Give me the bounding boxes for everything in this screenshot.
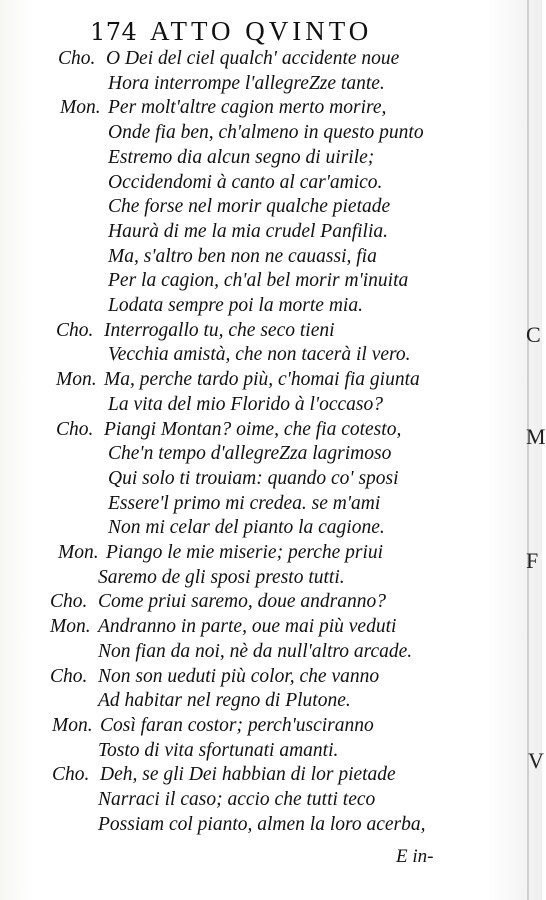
- verse-line: [0, 590, 510, 614]
- verse-text: Come priui saremo, doue andranno?: [98, 591, 386, 613]
- verse-line: [0, 689, 510, 713]
- verse-line: [0, 393, 510, 417]
- verse-text: Deh, se gli Dei habbian di lor pietade: [100, 764, 396, 786]
- verse-text: Occidendomi à canto al car'amico.: [108, 171, 383, 193]
- verse-line: [0, 294, 510, 318]
- verse-text: Tosto di vita sfortunati amanti.: [98, 739, 339, 761]
- facing-page-letter: V: [528, 748, 544, 773]
- verse-line: [0, 220, 510, 244]
- speaker-label: Cho.: [50, 665, 88, 687]
- verse-text: Ma, s'altro ben non ne cauassi, fia: [108, 245, 377, 267]
- verse-line: [0, 195, 510, 219]
- speaker-label: Cho.: [52, 764, 90, 786]
- verse-line: [0, 96, 510, 120]
- verse-line: [0, 343, 510, 367]
- verse-line: [0, 714, 510, 738]
- verse-text: Andranno in parte, oue mai più veduti: [98, 616, 397, 638]
- verse-text: Lodata sempre poi la morte mia.: [108, 295, 363, 316]
- verse-line: [0, 615, 510, 639]
- verse-text: Ma, perche tardo più, c'homai fia giunta: [104, 369, 420, 391]
- verse-line: [0, 813, 510, 837]
- verse-text: Così faran costor; perch'usciranno: [100, 714, 374, 736]
- verse-text: Hora interrompe l'allegreZze tante.: [108, 72, 385, 94]
- verse-line: [0, 763, 510, 787]
- speaker-label: Mon.: [56, 369, 97, 391]
- verse-text: Per molt'altre cagion merto morire,: [108, 97, 387, 119]
- verse-text: Piango le mie miserie; perche priui: [106, 542, 384, 563]
- catchword: E in-: [396, 846, 434, 867]
- speaker-label: Cho.: [56, 418, 94, 440]
- verse-line: [0, 640, 510, 664]
- verse-line: [0, 47, 510, 71]
- verse-line: [0, 492, 510, 516]
- verse-line: [0, 146, 510, 170]
- verse-text: Essere'l primo mi credea. se m'ami: [108, 492, 381, 514]
- verse-line: [0, 665, 510, 689]
- verse-text: Non mi celar del pianto la cagione.: [108, 517, 385, 539]
- verse-line: [0, 418, 510, 442]
- verse-line: [0, 442, 510, 466]
- verse-line: [0, 516, 510, 540]
- verse-line: [0, 121, 510, 145]
- speaker-label: Mon.: [58, 542, 99, 563]
- verse-line: [0, 72, 510, 96]
- facing-page-letter: C: [526, 322, 541, 347]
- speaker-label: Mon.: [52, 714, 93, 736]
- verse-text: Per la cagion, ch'al bel morir m'inuita: [108, 270, 409, 292]
- page-header: [90, 14, 420, 48]
- verse-line: [0, 269, 510, 293]
- facing-page-letter: F: [526, 548, 539, 573]
- verse-line: [0, 541, 510, 565]
- verse-line: [0, 739, 510, 763]
- verse-text: Saremo de gli sposi presto tutti.: [98, 566, 345, 588]
- facing-page-letter: M: [526, 424, 546, 449]
- verse-line: [0, 467, 510, 491]
- verse-line: [0, 566, 510, 590]
- verse-line: [0, 368, 510, 392]
- verse-text: La vita del mio Florido à l'occaso?: [108, 393, 383, 415]
- speaker-label: Cho.: [56, 319, 94, 341]
- speaker-label: Mon.: [60, 97, 101, 119]
- speaker-label: Mon.: [50, 616, 91, 638]
- verse-line: [0, 788, 510, 812]
- verse-text: Ad habitar nel regno di Plutone.: [98, 690, 351, 712]
- page-number: 174: [90, 18, 138, 46]
- verse-text: Che forse nel morir qualche pietade: [108, 196, 391, 218]
- verse-text: Qui solo ti trouiam: quando co' sposi: [108, 467, 399, 489]
- verse-text: Possiam col pianto, almen la loro acerba,: [98, 813, 426, 835]
- verse-line: [0, 245, 510, 269]
- verse-text: Interrogallo tu, che seco tieni: [104, 319, 335, 341]
- verse-text: Haurà di me la mia crudel Panfilia.: [108, 220, 389, 242]
- verse-text: Non fian da noi, nè da null'altro arcade.: [98, 640, 413, 662]
- verse-text: Vecchia amistà, che non tacerà il vero.: [108, 344, 411, 366]
- speaker-label: Cho.: [50, 591, 88, 613]
- running-title: ATTO QVINTO: [150, 16, 373, 46]
- verse-line: [0, 319, 510, 343]
- speaker-label: Cho.: [58, 48, 96, 69]
- verse-line: [0, 171, 510, 195]
- verse-text: O Dei del ciel qualch' accidente noue: [106, 48, 400, 69]
- verse-text: Onde fia ben, ch'almeno in questo punto: [108, 122, 424, 144]
- verse-text: Narraci il caso; accio che tutti teco: [98, 789, 376, 810]
- verse-text: Piangi Montan? oime, che fia cotesto,: [104, 418, 402, 440]
- verse-text: Che'n tempo d'allegreZza lagrimoso: [108, 443, 392, 465]
- verse-text: Non son ueduti più color, che vanno: [98, 665, 380, 687]
- verse-text: Estremo dia alcun segno di uirile;: [108, 146, 375, 168]
